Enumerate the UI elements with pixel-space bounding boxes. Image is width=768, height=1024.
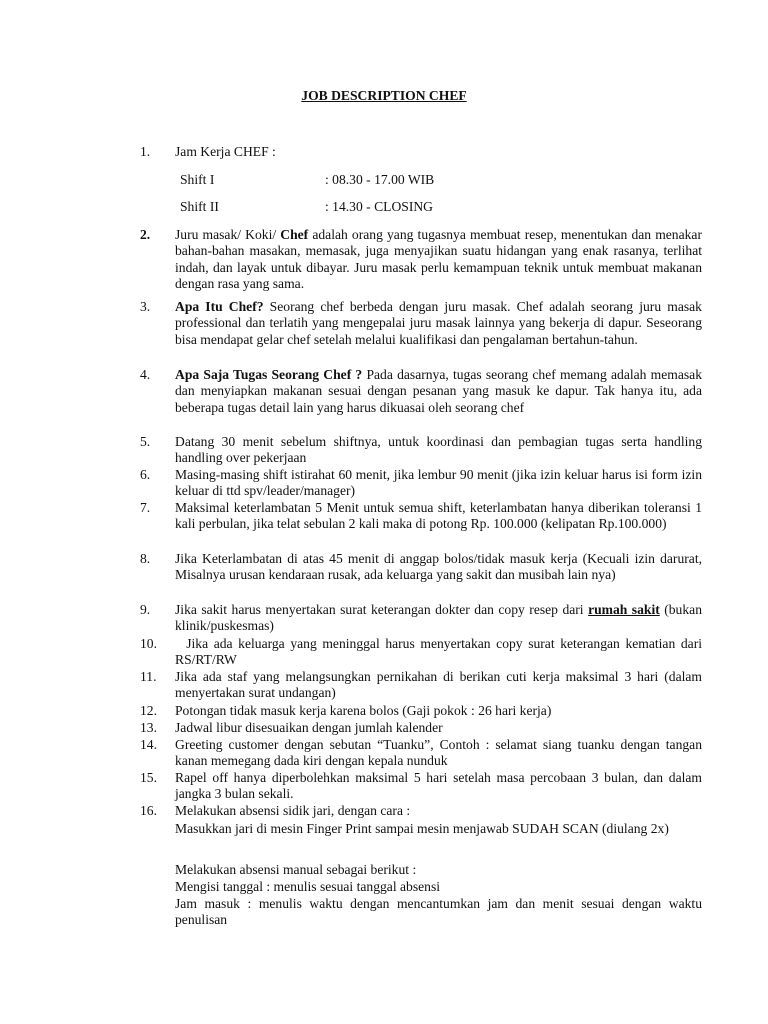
item-number: 6.: [140, 467, 151, 482]
item-text-line-1: Melakukan absensi sidik jari, dengan cara :: [175, 803, 411, 818]
item-text: Potongan tidak masuk kerja karena bolos (Gaji pokok : 26 hari kerja): [175, 703, 552, 718]
item-number: 3.: [140, 299, 151, 314]
item-text: Juru masak/ Koki/ Chef adalah orang yang tugasnya membuat resep, menentukan dan menakar bahan-bahan masakan, memasak, juga menyajikan suatu hidangan yang enak rasanya, terlihat indah, dan layak untuk dibayar. Juru masak perlu kemampuan teknik untuk membuat makanan dengan rasa yang sama.: [175, 227, 702, 292]
manual-date-text: Mengisi tanggal : menulis sesuai tanggal absensi: [175, 879, 441, 894]
document-title: JOB DESCRIPTION CHEF: [301, 88, 467, 103]
item-number: 4.: [140, 367, 151, 382]
item-number: 13.: [140, 720, 157, 735]
shift-1-label: Shift I: [180, 172, 215, 187]
shift-2-time: : 14.30 - CLOSING: [325, 199, 433, 214]
item-text: Datang 30 menit sebelum shiftnya, untuk koordinasi dan pembagian tugas serta handling handling over pekerjaan: [175, 434, 702, 466]
item-text: Greeting customer dengan sebutan “Tuanku”, Contoh : selamat siang tuanku dengan tangan kanan memegang dada kiri dengan kepala nunduk: [175, 737, 702, 769]
item-text: Rapel off hanya diperbolehkan maksimal 5 hari setelah masa percobaan 3 bulan, dan dalam jangka 3 bulan sekali.: [175, 770, 702, 802]
item-text: Jika sakit harus menyertakan surat keterangan dokter dan copy resep dari rumah sakit (bukan klinik/puskesmas): [175, 602, 702, 634]
item-text-line-2: Masukkan jari di mesin Finger Print sampai mesin menjawab SUDAH SCAN (diulang 2x): [175, 821, 669, 836]
item-number: 5.: [140, 434, 151, 449]
item-text: Jika ada keluarga yang meninggal harus menyertakan copy surat keterangan kematian dari RS/RT/RW: [175, 636, 706, 668]
item-number: 9.: [140, 602, 151, 617]
item-number: 10.: [140, 636, 157, 651]
item-number: 7.: [140, 500, 151, 515]
item-number: 15.: [140, 770, 157, 785]
item-number: 1.: [140, 144, 151, 159]
item-text: Masing-masing shift istirahat 60 menit, jika lembur 90 menit (jika izin keluar harus isi form izin keluar di ttd spv/leader/manager): [175, 467, 702, 499]
item-number: 11.: [140, 669, 157, 684]
item-number: 16.: [140, 803, 157, 818]
item-heading: Jam Kerja CHEF :: [175, 144, 276, 159]
shift-2-label: Shift II: [180, 199, 219, 214]
item-text: Jadwal libur disesuaikan dengan jumlah kalender: [175, 720, 443, 735]
item-text: Maksimal keterlambatan 5 Menit untuk semua shift, keterlambatan hanya diberikan toleransi 1 kali perbulan, jika telat sebulan 2 kali maka di potong Rp. 100.000 (kelipatan Rp.100.000): [175, 500, 702, 532]
item-text: Jika ada staf yang melangsungkan pernikahan di berikan cuti kerja maksimal 3 hari (dalam menyertakan surat undangan): [175, 669, 702, 701]
item-text: Jika Keterlambatan di atas 45 menit di anggap bolos/tidak masuk kerja (Kecuali izin darurat, Misalnya urusan kendaraan rusak, ada keluarga yang sakit dan musibah lain nya): [175, 551, 702, 583]
manual-heading-text: Melakukan absensi manual sebagai berikut :: [175, 862, 417, 877]
item-text: Apa Itu Chef? Seorang chef berbeda dengan juru masak. Chef adalah seorang juru masak professional dan terlatih yang mengepalai juru masak lainnya yang bekerja di dapur. Seseorang bisa mendapat gelar chef setelah melalui kualifikasi dan pengalaman bertahun-tahun.: [175, 299, 702, 347]
shift-1-time: : 08.30 - 17.00 WIB: [325, 172, 435, 187]
item-number: 2.: [140, 227, 151, 242]
item-number: 14.: [140, 737, 157, 752]
item-text: Apa Saja Tugas Seorang Chef ? Pada dasarnya, tugas seorang chef memang adalah memasak dan menyiapkan makanan sesuai dengan pesanan yang masuk ke dapur. Tak hanya itu, ada beberapa tugas detail lain yang harus dikuasai oleh seorang chef: [175, 367, 702, 415]
item-number: 8.: [140, 551, 151, 566]
item-number: 12.: [140, 703, 157, 718]
manual-time-text: Jam masuk : menulis waktu dengan mencantumkan jam dan menit sesuai dengan waktu penulisan: [175, 896, 702, 928]
